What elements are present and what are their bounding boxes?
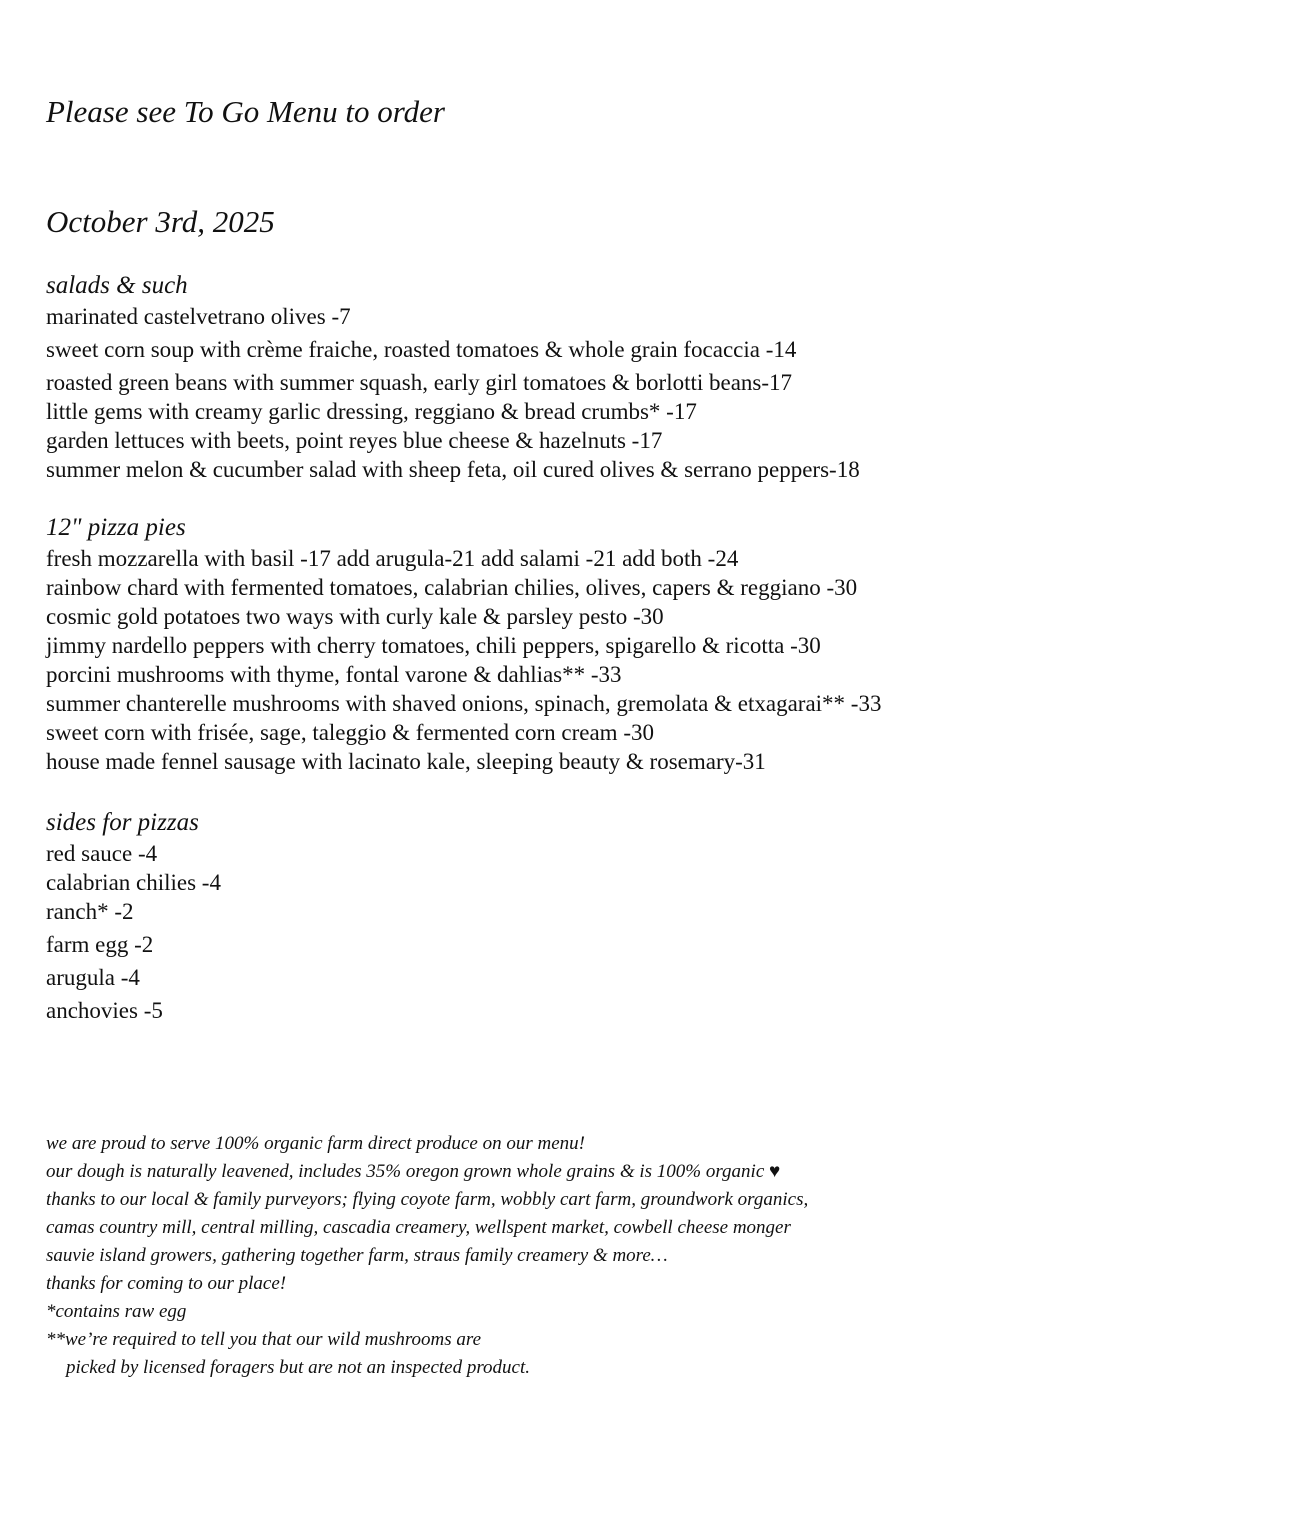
footer-line: our dough is naturally leavened, includes 35% oregon grown whole grains & is 100% organic ♥: [46, 1161, 781, 1182]
section-sides: [46, 807, 221, 1025]
footer-line: *contains raw egg: [46, 1301, 187, 1322]
to-go-notice: Please see To Go Menu to order: [46, 94, 445, 129]
section-title: sides for pizzas: [46, 809, 199, 836]
menu-item: jimmy nardello peppers with cherry tomatoes, chili peppers, spigarello & ricotta -30: [46, 633, 821, 658]
menu-item: house made fennel sausage with lacinato kale, sleeping beauty & rosemary-31: [46, 749, 766, 774]
footer-notes: [46, 1130, 808, 1382]
footer-line: sauvie island growers, gathering together farm, straus family creamery & more…: [46, 1245, 668, 1266]
menu-item: little gems with creamy garlic dressing, reggiano & bread crumbs* -17: [46, 399, 697, 424]
section-pizzas: [46, 512, 881, 776]
menu-item: fresh mozzarella with basil -17 add arugula-21 add salami -21 add both -24: [46, 546, 739, 571]
section-title: 12" pizza pies: [46, 514, 186, 541]
menu-item: farm egg -2: [46, 932, 154, 957]
menu-item: garden lettuces with beets, point reyes blue cheese & hazelnuts -17: [46, 428, 663, 453]
menu-item: summer chanterelle mushrooms with shaved onions, spinach, gremolata & etxagarai** -33: [46, 691, 882, 716]
menu-item: marinated castelvetrano olives -7: [46, 304, 351, 329]
section-salads: [46, 270, 860, 484]
footer-line: camas country mill, central milling, cascadia creamery, wellspent market, cowbell cheese monger: [46, 1217, 791, 1238]
footer-line: thanks to our local & family purveyors; flying coyote farm, wobbly cart farm, groundwork organics,: [46, 1189, 809, 1210]
menu-item: sweet corn soup with crème fraiche, roasted tomatoes & whole grain focaccia -14: [46, 337, 797, 362]
menu-item: arugula -4: [46, 965, 140, 990]
footer-line: thanks for coming to our place!: [46, 1273, 287, 1294]
footer-line: we are proud to serve 100% organic farm direct produce on our menu!: [46, 1133, 585, 1154]
menu-item: sweet corn with frisée, sage, taleggio & fermented corn cream -30: [46, 720, 654, 745]
menu-item: red sauce -4: [46, 841, 158, 866]
footer-line: **we’re required to tell you that our wild mushrooms are: [46, 1329, 482, 1350]
section-title: salads & such: [46, 272, 188, 299]
menu-item: roasted green beans with summer squash, early girl tomatoes & borlotti beans-17: [46, 370, 793, 395]
menu-item: calabrian chilies -4: [46, 870, 221, 895]
menu-date: October 3rd, 2025: [46, 204, 275, 239]
menu-item: summer melon & cucumber salad with sheep feta, oil cured olives & serrano peppers-18: [46, 457, 860, 482]
footer-line: picked by licensed foragers but are not an inspected product.: [66, 1357, 530, 1378]
menu-item: anchovies -5: [46, 998, 163, 1023]
menu-item: ranch* -2: [46, 899, 134, 924]
menu-item: rainbow chard with fermented tomatoes, calabrian chilies, olives, capers & reggiano -30: [46, 575, 858, 600]
menu-item: porcini mushrooms with thyme, fontal varone & dahlias** -33: [46, 662, 622, 687]
menu-item: cosmic gold potatoes two ways with curly kale & parsley pesto -30: [46, 604, 664, 629]
